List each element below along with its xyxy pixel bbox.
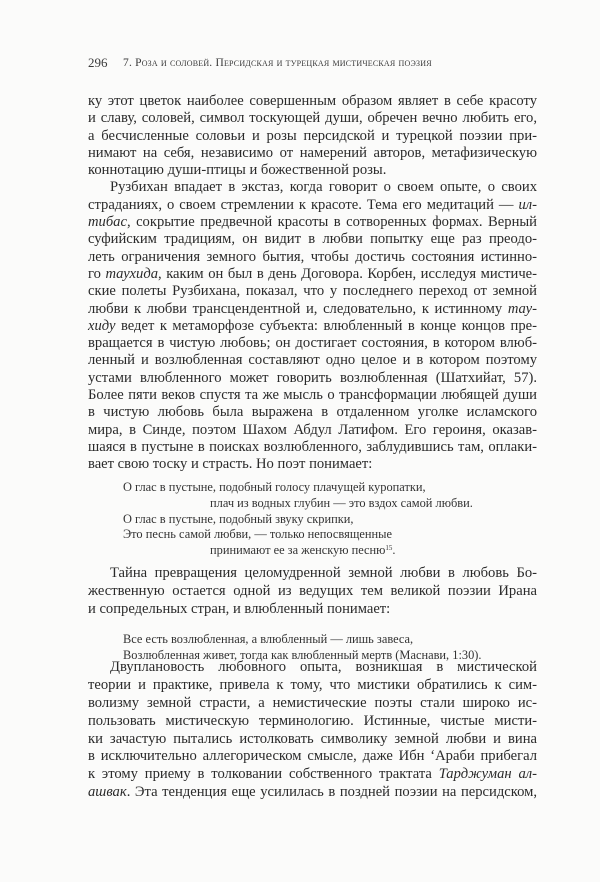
text-line xyxy=(88,731,537,749)
text-line xyxy=(88,128,537,145)
running-title: 7. Роза и соловей. Персидская и турецкая мистическая поэзия xyxy=(123,57,432,69)
verse-line xyxy=(123,480,473,496)
text-segment: коннотацию души-птицы и божественной розы. xyxy=(88,162,387,179)
paragraph-block xyxy=(88,93,537,474)
text-line xyxy=(88,404,537,421)
text-line xyxy=(88,231,537,248)
paragraph-block xyxy=(88,659,537,802)
text-segment: ведет к метаморфозе субъекта: влюбленный в конце концов пре- xyxy=(115,317,537,334)
text-line xyxy=(88,179,537,196)
text-segment: Двуплановость любовного опыта, возникшая в мистической xyxy=(110,659,537,675)
italic-term: таухида xyxy=(105,265,159,282)
text-line xyxy=(88,456,537,473)
text-segment: волизму земной страсти, а немистические поэты стали широко ис- xyxy=(88,694,537,711)
text-segment: к этому приему в толковании собственного трактата xyxy=(88,766,439,783)
text-line xyxy=(88,249,537,266)
verse-text: О глас в пустыне, подобный звуку скрипки, xyxy=(123,511,354,526)
italic-term: хиду xyxy=(88,317,116,334)
verse-line xyxy=(123,632,482,648)
text-segment: го xyxy=(88,265,106,282)
text-line xyxy=(88,695,537,713)
text-segment: Более пяти веков спустя та же мысль о трансформации любящей души xyxy=(88,387,537,404)
text-line xyxy=(88,335,537,352)
text-segment: , сокрытие предвечной красоты в сотворенных формах. Верный xyxy=(126,214,537,231)
text-line xyxy=(88,713,537,731)
verse-quote xyxy=(123,480,473,559)
verse-line xyxy=(123,496,473,512)
text-segment: Тайна превращения целомудренной земной любви в любовь Бо- xyxy=(110,565,537,581)
verse-line xyxy=(123,543,473,559)
text-line xyxy=(88,439,537,456)
text-line xyxy=(88,352,537,369)
verse-text: принимают ее за женскую песню xyxy=(210,543,386,558)
text-segment: пользовать мистическую терминологию. Истинные, чистые мисти- xyxy=(88,712,537,729)
italic-term: тау- xyxy=(507,300,537,317)
paragraph-block xyxy=(88,564,537,618)
verse-text: плач из водных глубин — это вздох самой любви. xyxy=(210,495,473,510)
text-line xyxy=(88,784,537,802)
text-segment: вращается в чистую любовь; он достигает состояния, в котором влюб- xyxy=(88,335,537,352)
verse-tail: . xyxy=(392,543,396,558)
text-segment: и славу, соловей, символ тоскующей души, обречен вечно любить его, xyxy=(88,110,537,127)
text-segment: ские полеты Рузбихана, показал, что у последнего переход от земной xyxy=(88,283,537,300)
italic-term: Тарджуман ал- xyxy=(438,766,537,783)
verse-text: О глас в пустыне, подобный голосу плачущей куропатки, xyxy=(123,480,426,494)
footnote-marker[interactable]: 15 xyxy=(385,544,393,553)
text-line xyxy=(88,162,537,179)
text-segment: и сопредельных стран, и влюбленный понимает: xyxy=(88,601,391,617)
text-segment: страданиях, о своем стремлении к красоте. Тема его медитаций — xyxy=(88,196,519,213)
text-line xyxy=(88,283,537,300)
verse-line xyxy=(123,512,473,528)
verse-text: Все есть возлюбленная, а влюбленный — лишь завеса, xyxy=(123,632,414,646)
text-segment: устами влюбленного может говорить возлюбленная (Шатхийат, 57). xyxy=(88,369,537,386)
text-line xyxy=(88,387,537,404)
running-header xyxy=(88,55,538,71)
text-segment: жественную остается одной из ведущих тем великой поэзии Ирана xyxy=(88,583,537,599)
verse-text: Это песнь самой любви, — только непосвященные xyxy=(123,527,392,542)
text-segment: а бесчисленные соловьи и розы персидской и турецкой поэзии при- xyxy=(88,127,537,144)
text-line xyxy=(88,677,537,695)
italic-term: тибас xyxy=(88,214,127,231)
text-segment: , каким он был в день Договора. Корбен, исследуя мистиче- xyxy=(158,265,537,282)
text-segment: шаяся в пустыне в поисках возлюбленного, заблудившись там, оплаки- xyxy=(88,438,537,455)
text-segment: леть ограничения земного бытия, чтобы достичь состояния истинно- xyxy=(88,248,537,265)
text-line xyxy=(88,600,537,618)
text-segment: суфийским традициям, он видит в любви попытку еще раз преодо- xyxy=(88,231,537,248)
text-line xyxy=(88,110,537,127)
text-segment: нимают на себя, независимо от намерений авторов, метафизическую xyxy=(88,144,537,161)
page-number: 296 xyxy=(88,55,108,70)
text-line xyxy=(88,582,537,600)
text-line xyxy=(88,564,537,582)
text-segment: ки зачастую пытались истолковать символику земной любви и вина xyxy=(88,730,537,747)
text-segment: вает свою тоску и страсть. Но поэт понимает: xyxy=(88,456,373,473)
text-line xyxy=(88,766,537,784)
text-line xyxy=(88,318,537,335)
text-segment: в чистую любовь была выражена в отдаленном уголке исламского xyxy=(88,404,537,421)
italic-term: ил- xyxy=(518,196,537,213)
text-line xyxy=(88,659,537,677)
text-line xyxy=(88,145,537,162)
text-segment: теории и практике, привела к тому, что мистики обратились к сим- xyxy=(88,676,537,693)
italic-term: ашвак xyxy=(88,784,127,801)
text-line xyxy=(88,93,537,110)
text-segment: Рузбихан впадает в экстаз, когда говорит о своем опыте, о своих xyxy=(110,179,537,196)
text-segment: в исключительно аллегорическом смысле, даже Ибн ‘Араби прибегал xyxy=(88,748,537,765)
text-line xyxy=(88,266,537,283)
text-line xyxy=(88,301,537,318)
text-segment: любви к любви трансцендентной и, следовательно, к истинному xyxy=(88,300,508,317)
text-line xyxy=(88,748,537,766)
text-line xyxy=(88,370,537,387)
text-segment: ку этот цветок наиболее совершенным образом являет в себе красоту xyxy=(88,93,537,109)
text-segment: . Эта тенденция еще усилилась в поздней поэзии на персидском, xyxy=(126,784,537,801)
text-line xyxy=(88,422,537,439)
text-segment: ленный и возлюбленная составляют одно целое и в котором поэтому xyxy=(88,352,537,369)
text-line xyxy=(88,214,537,231)
verse-line xyxy=(123,527,473,543)
text-line xyxy=(88,197,537,214)
text-segment: мира, в Синде, поэтом Шахом Абдул Латифом. Его героиня, оказав- xyxy=(88,421,537,438)
verse-text: Возлюбленная живет, тогда как влюбленный мертв (Маснави, 1:30). xyxy=(123,647,482,662)
